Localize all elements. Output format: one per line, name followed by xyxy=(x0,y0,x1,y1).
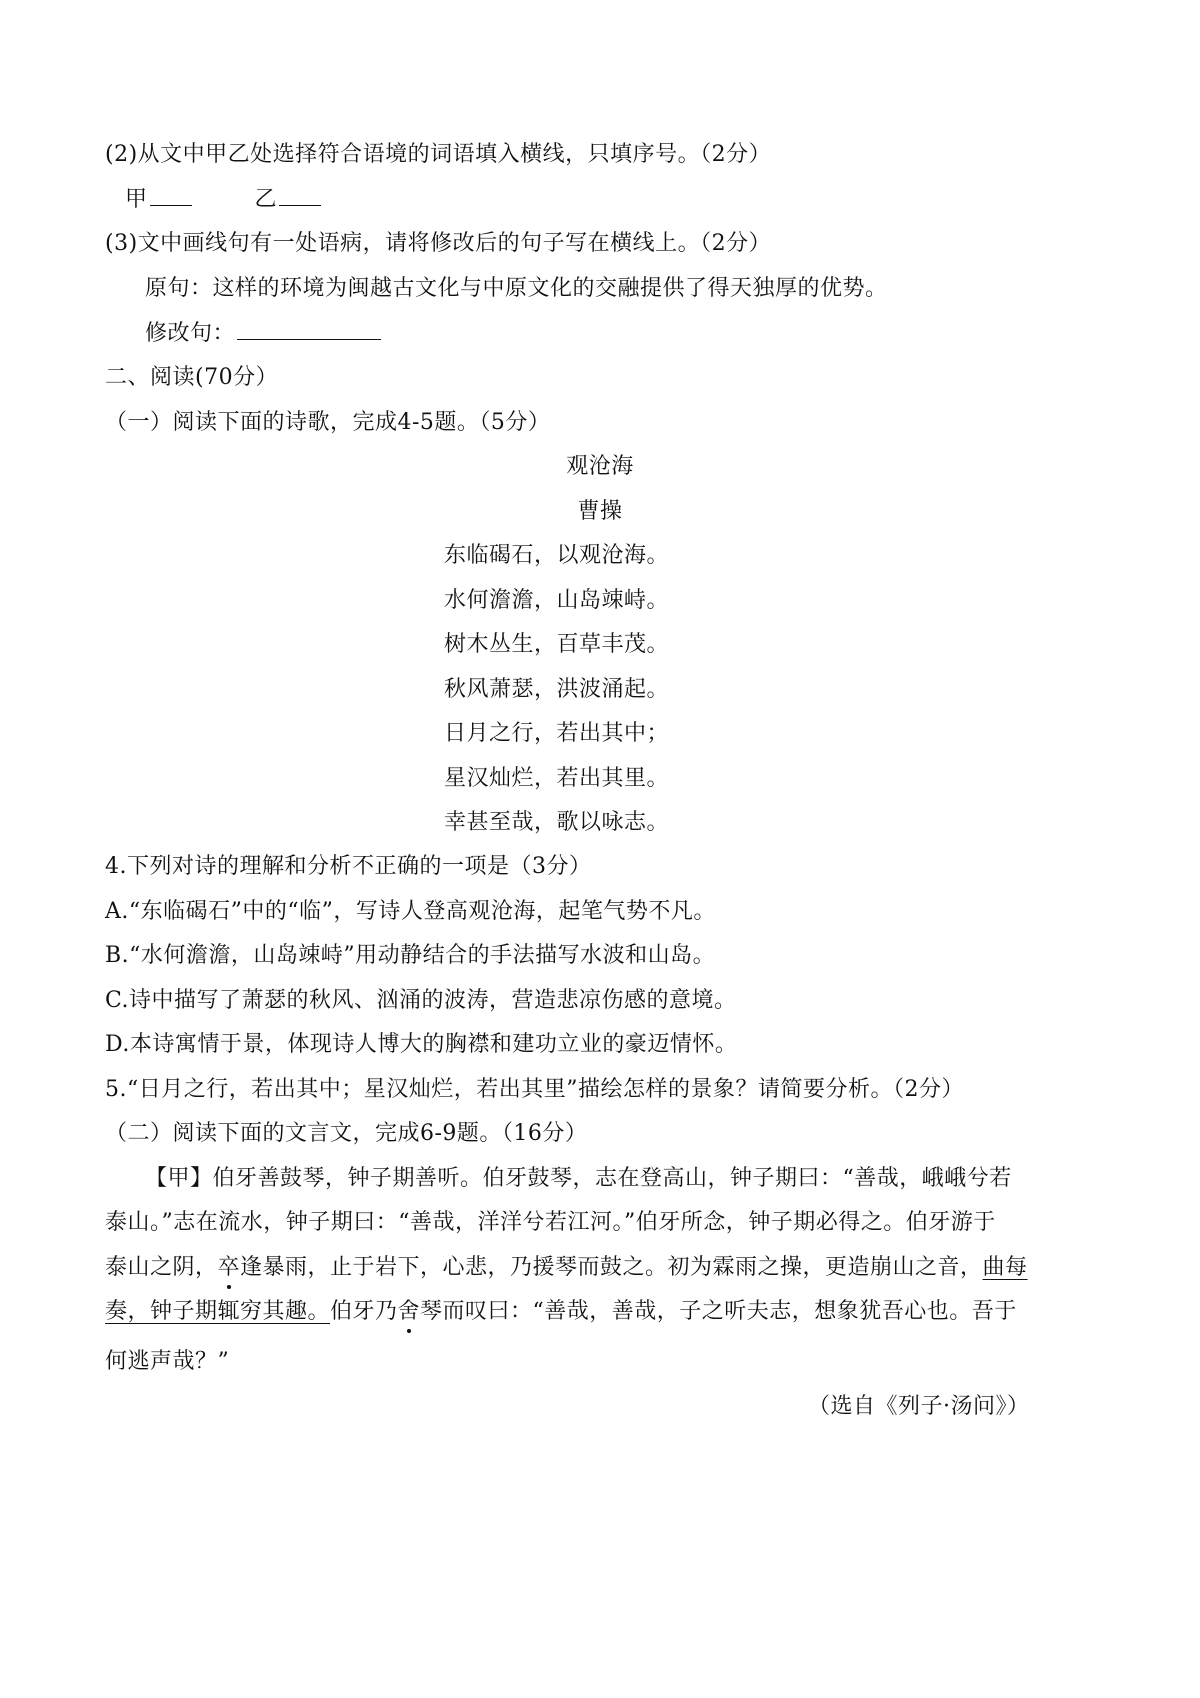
poem-author: 曹操 xyxy=(577,499,623,524)
passage-segment: 琴而叹曰：“善哉，善哉，子之听夫志，想象犹吾心也。吾于 xyxy=(420,1299,1017,1324)
question-4-text: 4.下列对诗的理解和分析不正确的一项是（3分） xyxy=(105,854,592,879)
underlined-sentence-start: 曲每 xyxy=(982,1255,1028,1280)
poem-line: 树木丛生，百草丰茂。 xyxy=(444,632,670,657)
poem-line: 秋风萧瑟，洪波涌起。 xyxy=(444,677,670,702)
passage-segment: 泰山之阴， xyxy=(105,1255,218,1280)
underlined-sentence-end: 奏，钟子期辄穷其趣。 xyxy=(105,1299,331,1324)
original-sentence: 原句：这样的环境为闽越古文化与中原文化的交融提供了得天独厚的优势。 xyxy=(145,276,888,301)
passage-line xyxy=(105,1297,1017,1327)
poem-line: 日月之行，若出其中； xyxy=(444,721,670,746)
question-2-text: (2)从文中甲乙处选择符合语境的词语填入横线，只填序号。（2分） xyxy=(105,142,772,167)
part-2-intro: （二）阅读下面的文言文，完成6-9题。（16分） xyxy=(105,1121,588,1146)
part-1-intro: （一）阅读下面的诗歌，完成4-5题。（5分） xyxy=(105,410,551,435)
passage-line xyxy=(105,1253,1028,1283)
poem-line: 水何澹澹，山岛竦峙。 xyxy=(444,588,670,613)
passage-segment: 伯牙乃 xyxy=(330,1299,398,1324)
passage-line: 【甲】伯牙善鼓琴，钟子期善听。伯牙鼓琴，志在登高山，钟子期曰：“善哉，峨峨兮若 xyxy=(145,1166,1012,1191)
poem-line: 星汉灿烂，若出其里。 xyxy=(444,766,670,791)
question-3-text: (3)文中画线句有一处语病，请将修改后的句子写在横线上。（2分） xyxy=(105,231,772,256)
yi-answer-blank[interactable] xyxy=(279,185,321,206)
poem-line: 幸甚至哉，歌以咏志。 xyxy=(444,810,670,835)
passage-line: 泰山。”志在流水，钟子期曰：“善哉，洋洋兮若江河。”伯牙所念，钟子期必得之。伯牙游于 xyxy=(105,1210,996,1235)
revised-sentence-row xyxy=(145,319,381,349)
option-a[interactable]: A.“东临碣石”中的“临”，写诗人登高观沧海，起笔气势不凡。 xyxy=(105,899,716,924)
revised-answer-blank[interactable] xyxy=(237,319,381,340)
poem-line: 东临碣石，以观沧海。 xyxy=(444,543,670,568)
passage-segment: 逢暴雨，止于岩下，心悲，乃援琴而鼓之。初为霖雨之操，更造崩山之音， xyxy=(240,1255,983,1280)
option-b[interactable]: B.“水何澹澹，山岛竦峙”用动静结合的手法描写水波和山岛。 xyxy=(105,943,716,968)
section-2-title: 二、阅读(70分） xyxy=(105,365,279,390)
passage-source: （选自《列子·汤问》） xyxy=(808,1394,1030,1419)
dotted-character: 舍 xyxy=(398,1297,421,1327)
revised-label: 修改句： xyxy=(145,321,236,346)
question-5-text: 5.“日月之行，若出其中；星汉灿烂，若出其里”描绘怎样的景象？请简要分析。（2分） xyxy=(105,1077,964,1102)
jia-answer-blank[interactable] xyxy=(150,185,192,206)
poem-title: 观沧海 xyxy=(566,454,634,479)
jia-label: 甲 xyxy=(125,187,148,212)
question-2-blanks xyxy=(125,185,321,215)
yi-label: 乙 xyxy=(254,187,278,212)
passage-line: 何逃声哉？” xyxy=(105,1349,230,1374)
option-c[interactable]: C.诗中描写了萧瑟的秋风、汹涌的波涛，营造悲凉伤感的意境。 xyxy=(105,988,737,1013)
option-d[interactable]: D.本诗寓情于景，体现诗人博大的胸襟和建功立业的豪迈情怀。 xyxy=(105,1032,738,1057)
dotted-character: 卒 xyxy=(218,1253,241,1283)
